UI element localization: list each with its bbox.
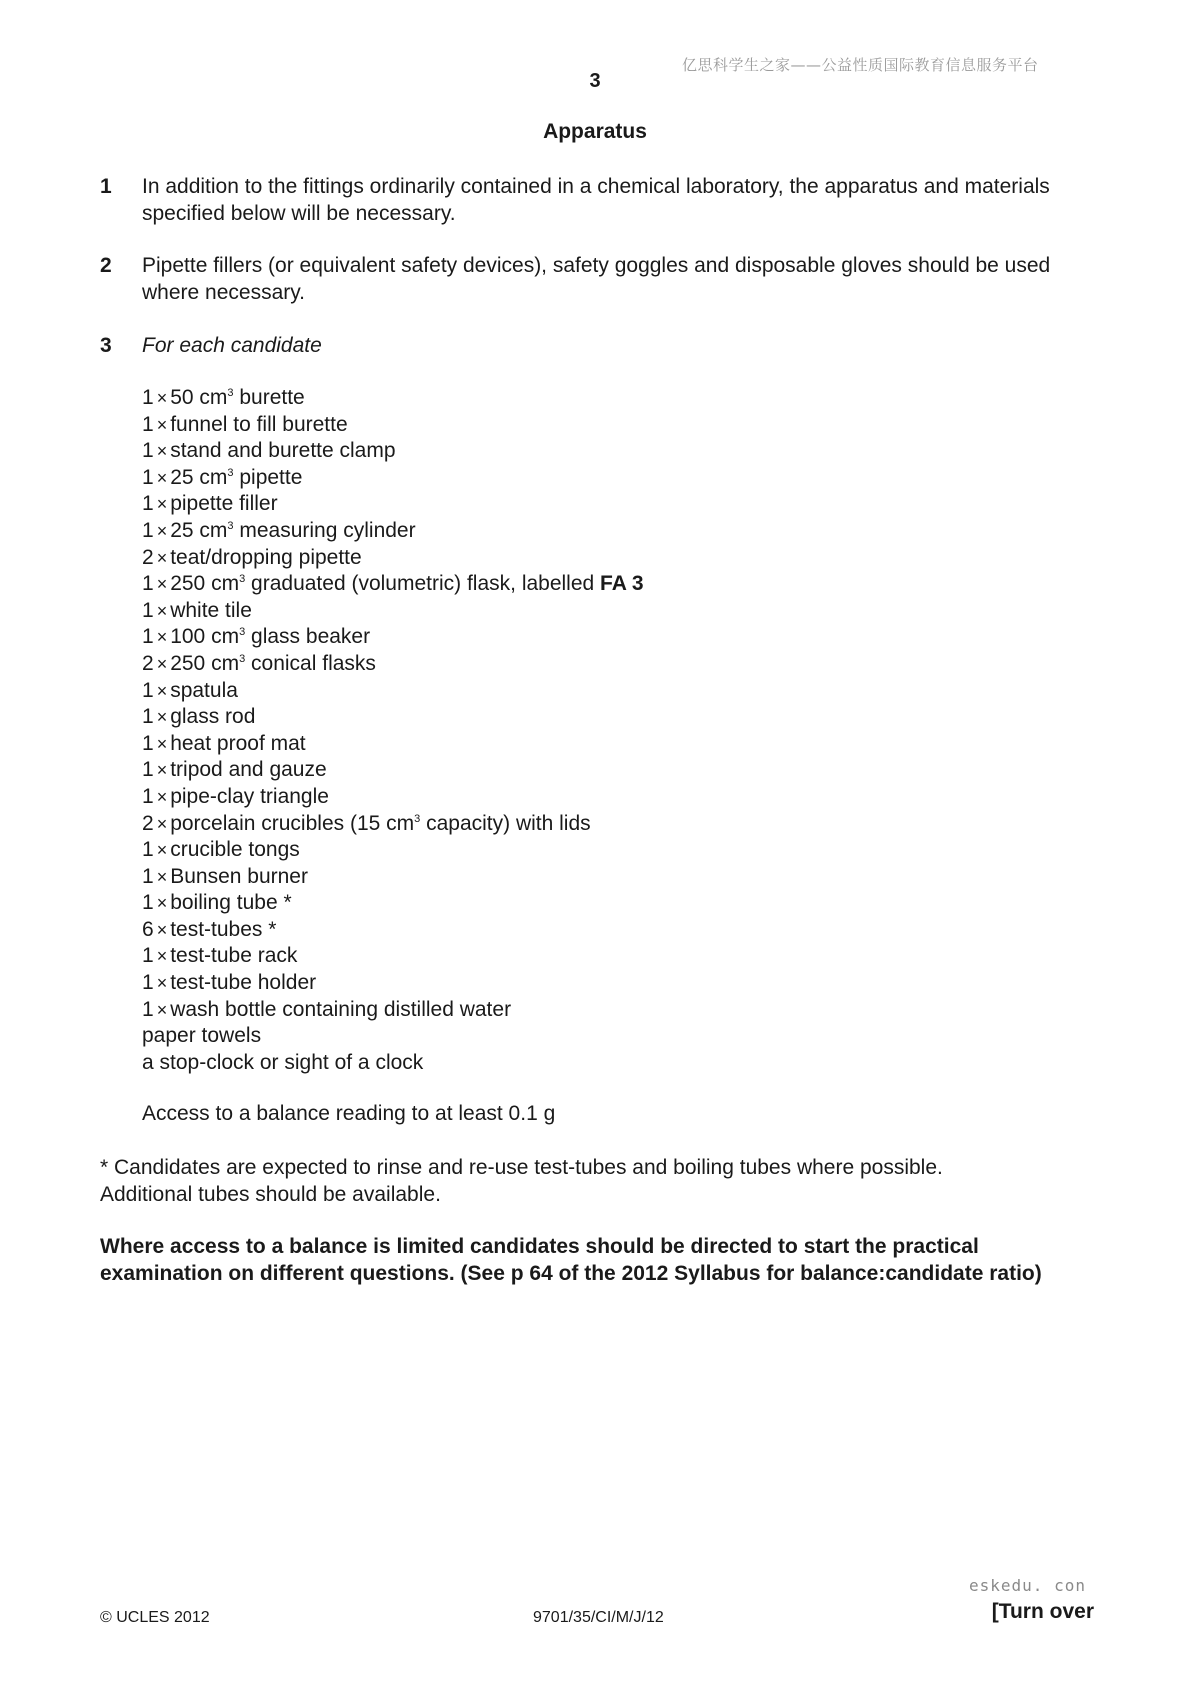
unit-exponent: 3 (239, 626, 246, 639)
times-symbol: × (156, 414, 168, 435)
times-symbol: × (156, 467, 168, 488)
times-symbol: × (156, 973, 168, 994)
equipment-text-suffix: measuring cylinder (233, 518, 416, 542)
equipment-item (142, 943, 644, 970)
times-symbol: × (156, 520, 168, 541)
times-symbol: × (156, 600, 168, 621)
equipment-text: 25 cm (170, 465, 228, 489)
equipment-text: tripod and gauze (170, 758, 327, 782)
watermark-bottom: eskedu. con (969, 1576, 1086, 1595)
equipment-text: stand and burette clamp (170, 439, 396, 463)
equipment-text: wash bottle containing distilled water (170, 997, 512, 1021)
times-symbol: × (156, 547, 168, 568)
equipment-quantity: 1 (142, 784, 154, 808)
page-number: 3 (589, 70, 601, 92)
equipment-item (142, 890, 644, 917)
item-text: Pipette fillers (or equivalent safety devices), safety goggles and disposable gloves should be used where necessary. (142, 254, 1051, 304)
times-symbol: × (156, 813, 168, 834)
equipment-item (142, 704, 644, 731)
equipment-text-suffix: pipette (233, 465, 303, 489)
times-symbol: × (156, 494, 168, 515)
equipment-quantity: 1 (142, 492, 154, 516)
paper-code: 9701/35/CI/M/J/12 (533, 1609, 664, 1626)
balance-access-line: Access to a balance reading to at least 0.1 g (142, 1102, 556, 1125)
times-symbol: × (156, 840, 168, 861)
equipment-item (142, 491, 644, 518)
equipment-text: 25 cm (170, 518, 228, 542)
equipment-quantity: 1 (142, 971, 154, 995)
equipment-text: glass rod (170, 705, 256, 729)
flask-label: FA 3 (600, 572, 644, 596)
watermark-top: 亿思科学生之家——公益性质国际教育信息服务平台 (682, 56, 1039, 74)
item-text: In addition to the fittings ordinarily contained in a chemical laboratory, the apparatus and materials specified below will be necessary. (142, 175, 1050, 225)
section-title: Apparatus (543, 120, 647, 143)
unit-exponent: 3 (227, 519, 234, 532)
equipment-item (142, 385, 644, 412)
equipment-quantity: 1 (142, 386, 154, 409)
equipment-item (142, 545, 644, 572)
equipment-text: a stop-clock or sight of a clock (142, 1050, 424, 1074)
equipment-item (142, 864, 644, 891)
equipment-text: spatula (170, 678, 238, 702)
equipment-item (142, 598, 644, 625)
equipment-quantity: 1 (142, 518, 154, 542)
times-symbol: × (156, 441, 168, 462)
times-symbol: × (156, 866, 168, 887)
times-symbol: × (156, 786, 168, 807)
unit-exponent: 3 (227, 387, 234, 399)
times-symbol: × (156, 919, 168, 940)
equipment-quantity: 2 (142, 651, 154, 675)
equipment-quantity: 1 (142, 997, 154, 1021)
instruction-item-3 (100, 333, 1100, 360)
equipment-item (142, 438, 644, 465)
equipment-item (142, 651, 644, 678)
turn-over: [Turn over (991, 1600, 1094, 1623)
equipment-quantity: 2 (142, 811, 154, 835)
equipment-text-suffix: glass beaker (245, 625, 371, 649)
equipment-item (142, 465, 644, 492)
times-symbol: × (156, 574, 168, 595)
note-line: Additional tubes should be available. (100, 1182, 441, 1206)
equipment-quantity: 1 (142, 572, 154, 596)
times-symbol: × (156, 999, 168, 1020)
equipment-item (142, 518, 644, 545)
equipment-item (142, 1023, 644, 1050)
equipment-item (142, 571, 644, 598)
instruction-item-2 (100, 253, 1100, 306)
balance-note (100, 1234, 1110, 1287)
equipment-text: 250 cm (170, 572, 240, 596)
times-symbol: × (156, 627, 168, 648)
unit-exponent: 3 (239, 652, 246, 665)
equipment-quantity: 1 (142, 625, 154, 649)
times-symbol: × (156, 680, 168, 701)
equipment-quantity: 1 (142, 705, 154, 729)
equipment-text: Bunsen burner (170, 864, 308, 888)
item-text: For each candidate (142, 334, 322, 357)
equipment-text: 250 cm (170, 651, 240, 675)
times-symbol: × (156, 653, 168, 674)
instruction-item-1 (100, 174, 1100, 227)
equipment-text: 50 cm (170, 386, 228, 409)
equipment-item (142, 412, 644, 439)
equipment-text: white tile (170, 598, 252, 622)
equipment-item (142, 811, 644, 838)
unit-exponent: 3 (227, 466, 234, 479)
equipment-item (142, 624, 644, 651)
times-symbol: × (156, 388, 168, 408)
equipment-text: pipette filler (170, 492, 278, 516)
unit-exponent: 3 (414, 812, 421, 825)
equipment-text: test-tubes * (170, 917, 277, 941)
times-symbol: × (156, 946, 168, 967)
item-number: 3 (100, 334, 112, 357)
equipment-quantity: 1 (142, 731, 154, 755)
equipment-text: paper towels (142, 1024, 262, 1048)
times-symbol: × (156, 893, 168, 914)
equipment-quantity: 1 (142, 678, 154, 702)
equipment-text: test-tube rack (170, 944, 298, 968)
equipment-text: pipe-clay triangle (170, 784, 329, 808)
times-symbol: × (156, 733, 168, 754)
equipment-quantity: 1 (142, 758, 154, 782)
equipment-quantity: 6 (142, 917, 154, 941)
equipment-quantity: 1 (142, 439, 154, 463)
times-symbol: × (156, 707, 168, 728)
equipment-item (142, 678, 644, 705)
equipment-text: porcelain crucibles (15 cm (170, 811, 415, 835)
equipment-item (142, 837, 644, 864)
equipment-text: crucible tongs (170, 838, 300, 862)
unit-exponent: 3 (239, 573, 246, 586)
bold-note-line: examination on different questions. (See p 64 of the 2012 Syllabus for balance:candidate ratio) (100, 1261, 1042, 1285)
equipment-text-suffix: graduated (volumetric) flask, labelled (245, 572, 601, 596)
equipment-list (142, 385, 644, 1076)
equipment-text-suffix: capacity) with lids (420, 811, 591, 835)
equipment-item (142, 731, 644, 758)
item-number: 2 (100, 254, 112, 277)
bold-note-line: Where access to a balance is limited candidates should be directed to start the practical (100, 1235, 979, 1258)
equipment-text-suffix: conical flasks (245, 651, 376, 675)
equipment-text: heat proof mat (170, 731, 306, 755)
equipment-quantity: 1 (142, 944, 154, 968)
equipment-item (142, 784, 644, 811)
equipment-quantity: 1 (142, 598, 154, 622)
equipment-quantity: 1 (142, 838, 154, 862)
equipment-item (142, 997, 644, 1024)
equipment-text-suffix: burette (233, 386, 305, 409)
equipment-item (142, 757, 644, 784)
equipment-quantity: 1 (142, 465, 154, 489)
equipment-item (142, 970, 644, 997)
note-line: * Candidates are expected to rinse and re-use test-tubes and boiling tubes where possible. (100, 1156, 943, 1179)
equipment-quantity: 2 (142, 545, 154, 569)
equipment-text: funnel to fill burette (170, 412, 348, 436)
item-number: 1 (100, 175, 112, 198)
equipment-text: test-tube holder (170, 971, 317, 995)
candidate-note (100, 1155, 1100, 1208)
equipment-text: boiling tube * (170, 891, 292, 915)
equipment-text: teat/dropping pipette (170, 545, 362, 569)
equipment-item (142, 1050, 644, 1077)
equipment-quantity: 1 (142, 412, 154, 436)
copyright: © UCLES 2012 (100, 1609, 210, 1626)
times-symbol: × (156, 760, 168, 781)
equipment-quantity: 1 (142, 864, 154, 888)
equipment-text: 100 cm (170, 625, 240, 649)
equipment-quantity: 1 (142, 891, 154, 915)
equipment-item (142, 917, 644, 944)
